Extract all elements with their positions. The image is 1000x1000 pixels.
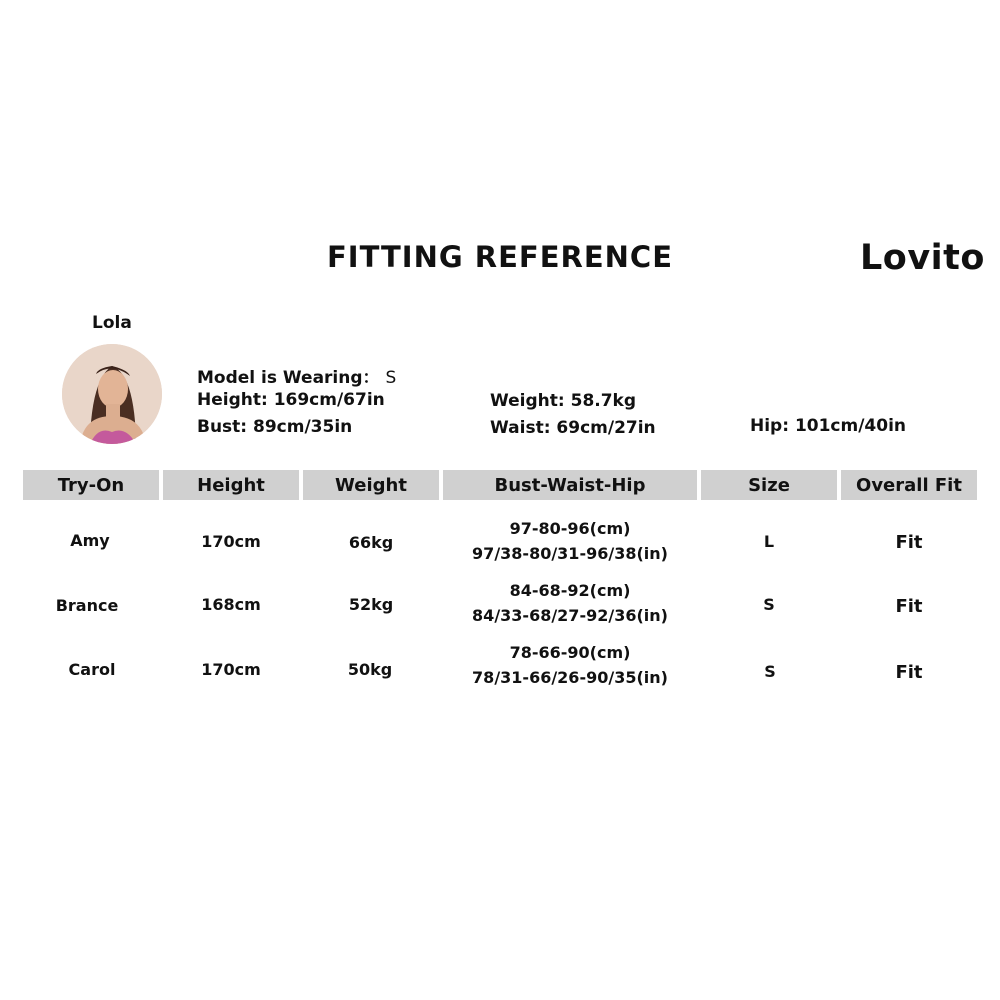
- header-bust-waist-hip: Bust-Waist-Hip: [443, 470, 697, 500]
- row-bwh-cm: 97-80-96(cm): [509, 519, 631, 538]
- row-fit: Fit: [895, 596, 923, 617]
- row-name: Brance: [55, 596, 119, 615]
- row-weight: 66kg: [348, 533, 394, 552]
- row-name: Amy: [70, 531, 110, 550]
- row-bwh-cm: 78-66-90(cm): [509, 643, 631, 662]
- row-fit: Fit: [895, 532, 923, 553]
- model-waist: Waist: 69cm/27in: [490, 418, 656, 438]
- model-bust: Bust: 89cm/35in: [197, 417, 353, 437]
- model-wearing: [197, 363, 396, 388]
- model-avatar: [62, 344, 162, 444]
- row-size: L: [763, 532, 775, 551]
- row-name: Carol: [68, 660, 116, 679]
- model-hip: Hip: 101cm/40in: [750, 416, 907, 436]
- row-height: 170cm: [201, 660, 261, 679]
- row-bwh-in: 97/38-80/31-96/38(in): [472, 544, 668, 563]
- row-bwh: [443, 578, 697, 628]
- brand-logo: Lovito: [860, 238, 985, 278]
- page-title: FITTING REFERENCE: [326, 240, 674, 274]
- row-size: S: [764, 662, 776, 681]
- row-bwh-cm: 84-68-92(cm): [509, 581, 631, 600]
- header-height: Height: [163, 470, 299, 500]
- header-overall-fit: Overall Fit: [841, 470, 977, 500]
- row-size: S: [763, 595, 775, 614]
- row-height: 170cm: [201, 532, 261, 551]
- row-weight: 50kg: [347, 660, 393, 679]
- model-weight: Weight: 58.7kg: [490, 391, 637, 411]
- model-wearing-label: Model is Wearing：: [197, 368, 380, 388]
- model-name: Lola: [92, 313, 132, 333]
- row-weight: 52kg: [348, 595, 394, 614]
- row-bwh-in: 78/31-66/26-90/35(in): [472, 668, 668, 687]
- header-weight: Weight: [303, 470, 439, 500]
- row-bwh: [443, 640, 697, 690]
- header-size: Size: [701, 470, 837, 500]
- model-height: Height: 169cm/67in: [197, 390, 385, 410]
- header-try-on: Try-On: [23, 470, 159, 500]
- model-wearing-value: S: [385, 368, 397, 388]
- row-bwh-in: 84/33-68/27-92/36(in): [472, 606, 668, 625]
- row-bwh: [443, 516, 697, 566]
- row-fit: Fit: [895, 662, 923, 683]
- row-height: 168cm: [201, 595, 261, 614]
